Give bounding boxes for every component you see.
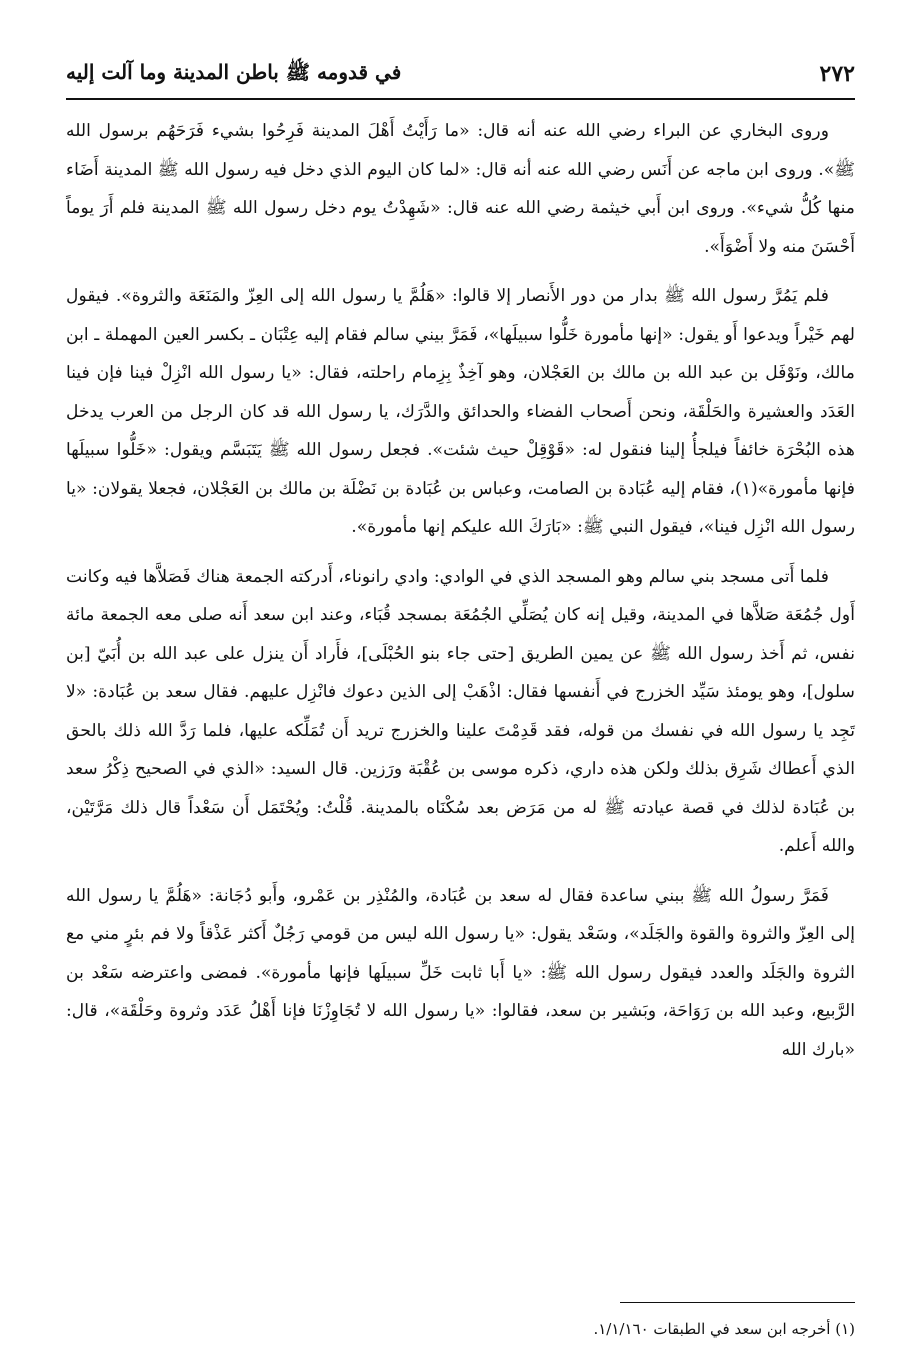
header-divider	[66, 98, 855, 100]
page-header	[66, 52, 855, 96]
footnote-divider	[620, 1302, 855, 1303]
paragraph-1: وروى البخاري عن البراء رضي الله عنه أنه قال: «ما رَأَيْتُ أَهْلَ المدينة فَرِحُوا بشيء فَرَحَهُم برسول الله ﷺ». وروى ابن ماجه عن أَنَس رضي الله عنه أنه قال: «لما كان اليوم الذي دخل فيه رسول الله ﷺ المدينة أَضَاء منها كُلُّ شيء». وروى ابن أَبي خيثمة رضي الله عنه قال: «شَهِدْتُ يوم دخل رسول الله ﷺ المدينة فلم أَرَ يوماً أَحْسَنَ منه ولا أَضْوَأَ».	[66, 121, 855, 257]
main-text	[66, 112, 855, 1080]
footnote: (١) أخرجه ابن سعد في الطبقات ١/١/١٦٠.	[593, 1320, 855, 1338]
page-number: ٢٧٢	[819, 61, 855, 87]
paragraph-4: فَمَرَّ رسولُ الله ﷺ ببني ساعدة فقال له سعد بن عُبَادة، والمُنْذِر بن عَمْرو، وأَبو دُجَانة: «هَلُمَّ يا رسول الله إلى العِزّ والثروة والقوة والجَلَد»، وسَعْد يقول: «يا رسول الله ليس من قومي رَجُلٌ أَكثر عَذْقاً ولا فم بئرٍ مني مع الثروة والجَلَد والعدد فيقول رسول الله ﷺ: «يا أَبا ثابت خَلِّ سبيلَها فإنها مأمورة». فمضى واعترضه سَعْد بن الرَّبيع، وعبد الله بن رَوَاحَة، وبَشير بن سعد، فقالوا: «يا رسول الله لا تُجَاوِزْنَا فإنا أَهْلُ عَدَد وثروة وحَلْقَة»، قال: «بارك الله	[66, 885, 855, 1060]
paragraph-2: فلم يَمُرَّ رسول الله ﷺ بدار من دور الأَنصار إلا قالوا: «هَلُمَّ يا رسول الله إلى العِزّ والمَنَعَة والثروة». فيقول لهم خَيْراً ويدعوا أَو يقول: «إنها مأمورة خَلُّوا سبيلَها»، فَمَرَّ بيني سالم فقام إليه عِتْبَان ـ بكسر العين المهملة ـ ابن مالك، ونَوْفَل بن عبد الله بن مالك بن العَجْلان، وهو آخِذٌ بِزِمام راحلته، فقال: «يا رسول الله انْزِلْ فينا فإن فينا العَدَد والعشيرة والحَلْقَة، ونحن أَصحاب الفضاء والحدائق والدَّرَك، يا رسول الله قد كان الرجل من العرب يدخل هذه البُحْرَة خائفاً فيلجأُ إلينا فنقول له: «قَوْقِلْ حيث شئت». فجعل رسول الله ﷺ يَتَبَسَّم ويقول: «خَلُّوا سبيلَها فإنها مأمورة»(١)، فقام إليه عُبَادة بن الصامت، وعباس بن عُبَادة بن نَضْلَة بن مالك بن العَجْلان، فجعلا يقولان: «يا رسول الله انْزِل فينا»، فيقول النبي ﷺ: «بَارَكَ الله عليكم إنها مأمورة».	[66, 286, 855, 537]
paragraph-3: فلما أَتى مسجد بني سالم وهو المسجد الذي في الوادي: وادي رانوناء، أَدركته الجمعة هناك فَصَلاَّها فيه وكانت أَول جُمُعَة صَلاَّها في المدينة، وقيل إنه كان يُصَلِّي الجُمُعَة بمسجد قُبَاء، وعند ابن سعد أَنه صلى معه الجمعة مائة نفس، ثم أَخذ رسول الله ﷺ عن يمين الطريق [حتى جاء بنو الحُبْلَى]، فأَراد أَن ينزل على عبد الله بن أُبَيّ [بن سلول]، وهو يومئذ سَيِّد الخزرج في أَنفسها فقال: اذْهَبْ إلى الذين دعوك فانْزِل عليهم. فقال سعد بن عُبَادة: «لا تَجِد يا رسول الله في نفسك من قوله، فقد قَدِمْتَ علينا والخزرج تريد أَن تُمَلِّكه عليها، فلما رَدَّ الله ذلك بالحق الذي أَعطاك شَرِق بذلك ولكن هذه داري، ذكره موسى بن عُقْبَة ورَزين. قال السيد: «الذي في الصحيح ذِكْرُ سعد بن عُبَادة لذلك في قصة عيادته ﷺ له من مَرَض بعد سُكْنَاه بالمدينة. قُلْتُ: ويُحْتَمَل أَن سَعْداً قال ذلك مَرَّتَيْن، والله أَعلم.	[66, 566, 855, 856]
running-title: في قدومه ﷺ باطن المدينة وما آلت إليه	[66, 59, 402, 84]
